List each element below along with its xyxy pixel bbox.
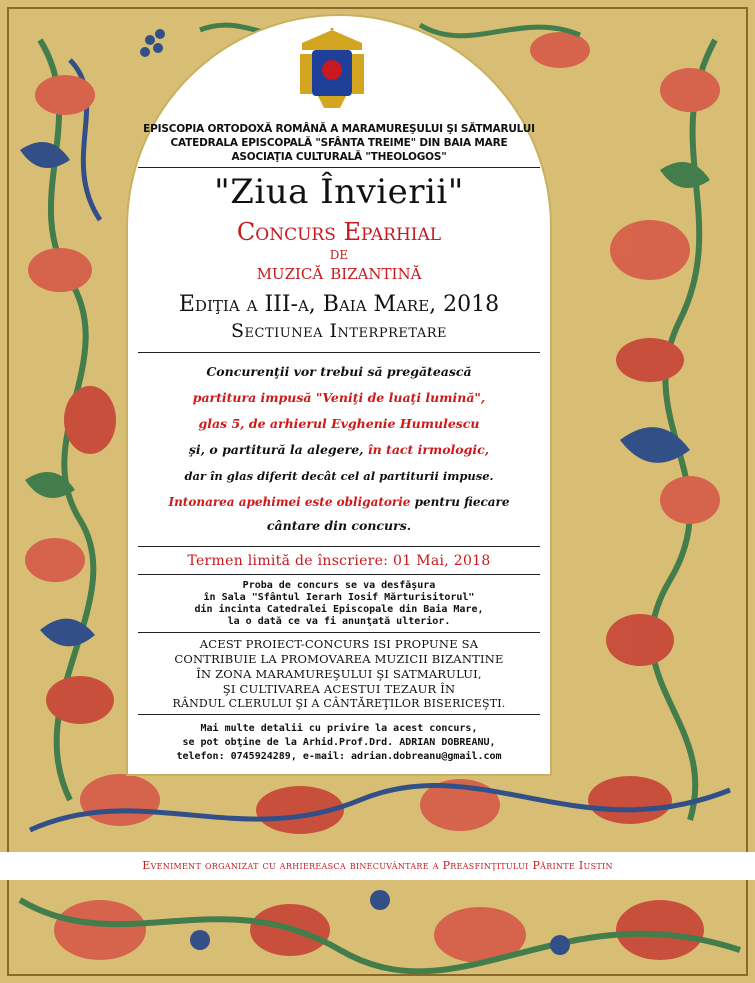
- purpose-line: RÂNDUL CLERULUI ŞI A CÂNTĂREŢILOR BISERICEŞTI.: [172, 697, 506, 710]
- divider: [138, 167, 540, 168]
- page-title: "Ziua Învierii": [214, 172, 464, 212]
- subtitle-contest: Concurs Eparhial: [236, 218, 442, 246]
- deadline: Termen limită de înscriere: 01 Mai, 2018: [187, 553, 491, 569]
- subtitle-music: muzică bizantină: [256, 260, 422, 285]
- instruction-line: cântare din concurs.: [266, 518, 412, 533]
- contact-line: telefon: 0745924289, e-mail: adrian.dobreanu@gmail.com: [176, 751, 502, 762]
- instruction-line: dar în glas diferit decât cel al partiturii impuse.: [184, 469, 494, 483]
- venue-line: la o dată ce va fi anunţată ulterior.: [227, 616, 451, 627]
- venue-line: din incinta Catedralei Episcopale din Baia Mare,: [194, 604, 484, 615]
- association-name: ASOCIAŢIA CULTURALĂ "THEOLOGOS": [231, 151, 447, 163]
- purpose-line: ACEST PROIECT-CONCURS ISI PROPUNE SA: [199, 637, 479, 651]
- divider: [138, 714, 540, 715]
- blessing-footer: Eveniment organizat cu arhiereasca binecuvântare a Preasfinţitului Părinte Iustin: [0, 852, 755, 880]
- divider: [138, 632, 540, 633]
- edition-info: Ediţia a III-a, Baia Mare, 2018: [178, 292, 500, 317]
- purpose-line: CONTRIBUIE LA PROMOVAREA MUZICII BIZANTINE: [174, 652, 504, 666]
- divider: [138, 546, 540, 547]
- instruction-line: partitura impusă "Veniţi de luaţi lumină",: [192, 390, 486, 405]
- contact-line: se pot obţine de la Arhid.Prof.Drd. ADRIAN DOBREANU,: [182, 737, 496, 748]
- instruction-line: şi, o partitură la alegere, în tact irmologic,: [188, 442, 490, 457]
- eparchy-name: EPISCOPIA ORTODOXĂ ROMÂNĂ A MARAMUREŞULUI ŞI SĂTMARULUI: [143, 123, 535, 135]
- instruction-line: glas 5, de arhierul Evghenie Humulescu: [198, 416, 480, 431]
- purpose-line: ŞI CULTIVAREA ACESTUI TEZAUR ÎN: [222, 682, 456, 696]
- coat-of-arms-icon: [282, 28, 382, 114]
- contact-line: Mai multe detalii cu privire la acest concurs,: [200, 723, 478, 734]
- instruction-line: Intonarea apehimei este obligatorie pentru fiecare: [168, 495, 510, 509]
- purpose-line: ÎN ZONA MARAMUREŞULUI ŞI SATMARULUI,: [196, 667, 482, 681]
- divider: [138, 574, 540, 575]
- venue-line: Proba de concurs se va desfăşura: [242, 580, 436, 591]
- divider: [138, 352, 540, 353]
- cathedral-name: CATEDRALA EPISCOPALĂ "SFÂNTA TREIME" DIN BAIA MARE: [170, 137, 508, 149]
- section-name: Sectiunea Interpretare: [231, 320, 447, 342]
- instruction-line: Concurenţii vor trebui să pregătească: [206, 364, 472, 379]
- venue-line: în Sala "Sfântul Ierarh Iosif Mărturisitorul": [203, 592, 475, 603]
- subtitle-of: de: [329, 244, 349, 264]
